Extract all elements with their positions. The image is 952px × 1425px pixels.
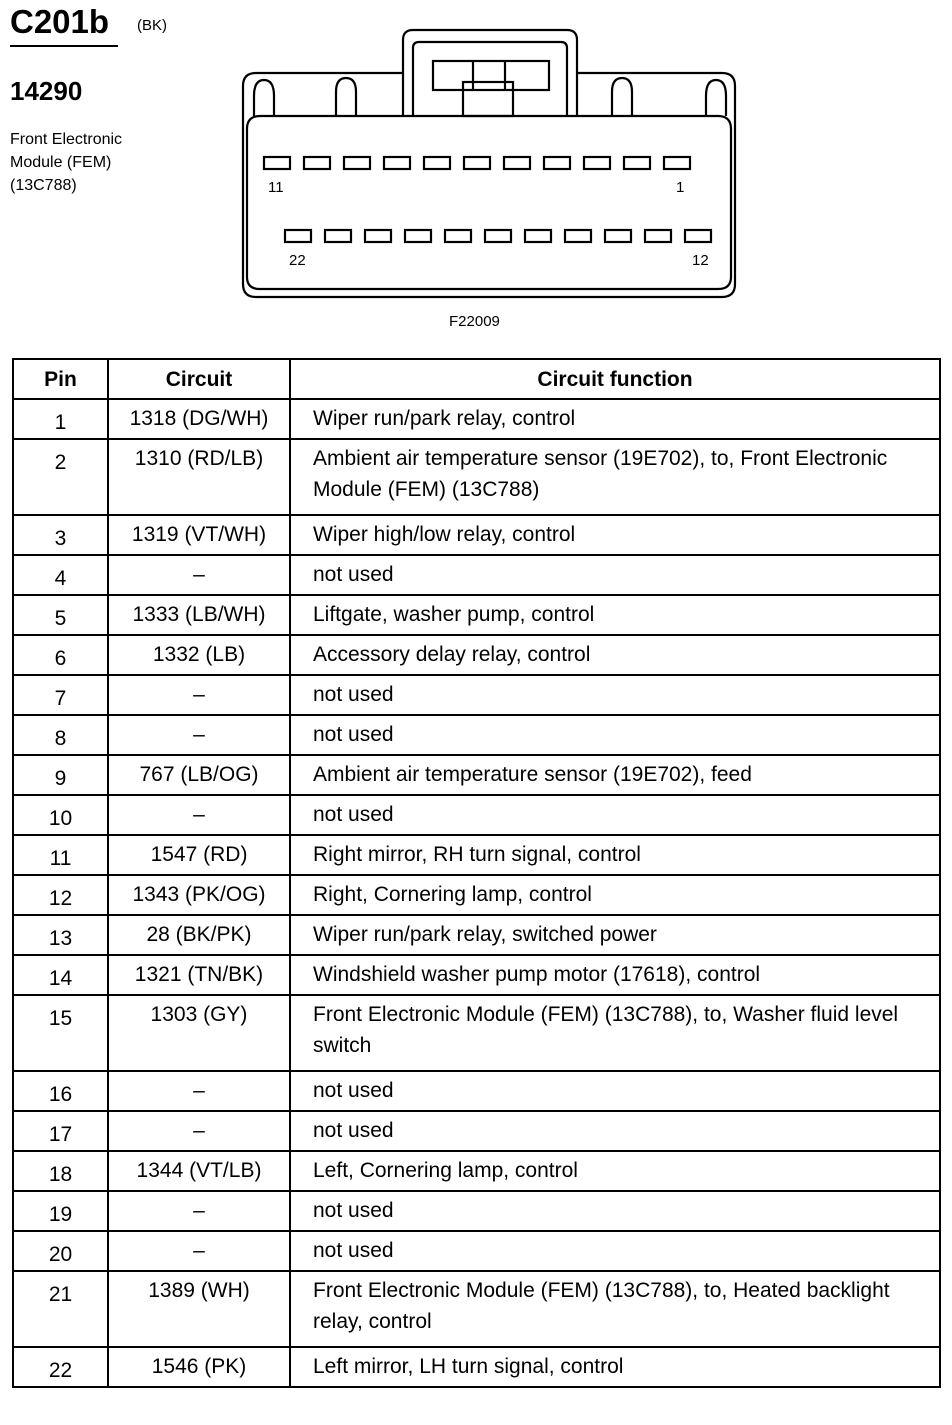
circuit-function-cell: not used (290, 675, 940, 715)
circuit-cell: – (108, 795, 290, 835)
circuit-cell: 1318 (DG/WH) (108, 399, 290, 439)
circuit-cell: 1319 (VT/WH) (108, 515, 290, 555)
circuit-cell: 1547 (RD) (108, 835, 290, 875)
connector-face (247, 116, 731, 289)
connector-face-diagram (0, 0, 952, 330)
pinout-table (12, 358, 941, 1388)
pin-cavity (685, 230, 711, 242)
pin-cell: 16 (13, 1071, 108, 1111)
header-circuit: Circuit (108, 359, 290, 399)
circuit-function-cell: Liftgate, washer pump, control (290, 595, 940, 635)
circuit-function-cell: Left, Cornering lamp, control (290, 1151, 940, 1191)
pin-cavity (344, 157, 370, 169)
pin-cavity (565, 230, 591, 242)
part-number: 14290 (10, 76, 83, 106)
pin-cell: 10 (13, 795, 108, 835)
circuit-function-cell: not used (290, 795, 940, 835)
circuit-function-cell: not used (290, 1231, 940, 1271)
pin-cavity (405, 230, 431, 242)
pin-row-top (264, 157, 690, 169)
header-circuit-function: Circuit function (290, 359, 940, 399)
table-row (13, 595, 940, 635)
table-row (13, 835, 940, 875)
pin-cell: 18 (13, 1151, 108, 1191)
pin-cell: 11 (13, 835, 108, 875)
circuit-cell: 1310 (RD/LB) (108, 439, 290, 515)
description-line: (13C788) (10, 177, 77, 194)
table-row (13, 675, 940, 715)
pin-cell: 14 (13, 955, 108, 995)
pin-cell: 6 (13, 635, 108, 675)
circuit-function-cell: Front Electronic Module (FEM) (13C788), to, Washer fluid level switch (290, 995, 940, 1071)
circuit-cell: 767 (LB/OG) (108, 755, 290, 795)
circuit-cell: 28 (BK/PK) (108, 915, 290, 955)
pin-cavity (264, 157, 290, 169)
circuit-function-cell: Accessory delay relay, control (290, 635, 940, 675)
circuit-function-cell: Left mirror, LH turn signal, control (290, 1347, 940, 1387)
circuit-function-cell: Wiper high/low relay, control (290, 515, 940, 555)
pin-cell: 12 (13, 875, 108, 915)
circuit-function-cell: Wiper run/park relay, switched power (290, 915, 940, 955)
circuit-cell: – (108, 1191, 290, 1231)
circuit-cell: – (108, 715, 290, 755)
pin-cavity (464, 157, 490, 169)
circuit-function-cell: Right, Cornering lamp, control (290, 875, 940, 915)
circuit-cell: 1389 (WH) (108, 1271, 290, 1347)
table-row (13, 995, 940, 1071)
table-row (13, 1151, 940, 1191)
table-row (13, 635, 940, 675)
pin-cell: 5 (13, 595, 108, 635)
pin-cell: 3 (13, 515, 108, 555)
pin-cavity (664, 157, 690, 169)
connector-id: C201b (10, 3, 110, 40)
pin-cell: 22 (13, 1347, 108, 1387)
pin-cell: 2 (13, 439, 108, 515)
circuit-function-cell: not used (290, 715, 940, 755)
connector-color: (BK) (137, 17, 167, 34)
circuit-function-cell: Right mirror, RH turn signal, control (290, 835, 940, 875)
table-row (13, 915, 940, 955)
table-row (13, 1071, 940, 1111)
pin-cell: 7 (13, 675, 108, 715)
circuit-cell: – (108, 1111, 290, 1151)
circuit-function-cell: Ambient air temperature sensor (19E702), feed (290, 755, 940, 795)
pin-cell: 8 (13, 715, 108, 755)
circuit-cell: 1546 (PK) (108, 1347, 290, 1387)
circuit-function-cell: not used (290, 1191, 940, 1231)
table-row (13, 1271, 940, 1347)
pin-cavity (325, 230, 351, 242)
table-header-row (13, 359, 940, 399)
circuit-function-cell: Wiper run/park relay, control (290, 399, 940, 439)
header-pin: Pin (13, 359, 108, 399)
pin-label-bottom-right: 12 (692, 252, 709, 269)
circuit-function-cell: Front Electronic Module (FEM) (13C788), to, Heated backlight relay, control (290, 1271, 940, 1347)
pin-cell: 17 (13, 1111, 108, 1151)
table-row (13, 515, 940, 555)
circuit-cell: 1332 (LB) (108, 635, 290, 675)
pin-cavity (645, 230, 671, 242)
circuit-cell: 1343 (PK/OG) (108, 875, 290, 915)
pin-cell: 4 (13, 555, 108, 595)
circuit-cell: 1321 (TN/BK) (108, 955, 290, 995)
circuit-cell: 1303 (GY) (108, 995, 290, 1071)
pin-cavity (384, 157, 410, 169)
circuit-function-cell: Windshield washer pump motor (17618), control (290, 955, 940, 995)
circuit-function-cell: not used (290, 555, 940, 595)
table-row (13, 439, 940, 515)
pin-cavity (544, 157, 570, 169)
pin-cavity (584, 157, 610, 169)
description-line: Front Electronic (10, 131, 123, 148)
circuit-cell: 1344 (VT/LB) (108, 1151, 290, 1191)
pin-label-top-left: 11 (268, 179, 284, 196)
pin-row-bottom (285, 230, 711, 242)
table-row (13, 399, 940, 439)
table-row (13, 955, 940, 995)
pin-label-bottom-left: 22 (289, 252, 306, 269)
table-row (13, 795, 940, 835)
table-row (13, 1347, 940, 1387)
table-row (13, 1191, 940, 1231)
pin-cavity (445, 230, 471, 242)
pin-cell: 21 (13, 1271, 108, 1347)
figure-code: F22009 (449, 313, 500, 330)
pin-cavity (285, 230, 311, 242)
table-row (13, 1111, 940, 1151)
table-row (13, 755, 940, 795)
pin-cell: 19 (13, 1191, 108, 1231)
circuit-cell: – (108, 1231, 290, 1271)
table-row (13, 555, 940, 595)
circuit-cell: – (108, 675, 290, 715)
pin-cavity (624, 157, 650, 169)
housing-outline (243, 73, 735, 297)
pin-cell: 20 (13, 1231, 108, 1271)
pin-cavity (605, 230, 631, 242)
description-line: Module (FEM) (10, 154, 112, 171)
circuit-cell: – (108, 555, 290, 595)
pin-cell: 9 (13, 755, 108, 795)
pin-cavity (365, 230, 391, 242)
pin-cavity (424, 157, 450, 169)
table-row (13, 1231, 940, 1271)
table-row (13, 875, 940, 915)
circuit-function-cell: not used (290, 1071, 940, 1111)
pin-cavity (525, 230, 551, 242)
pin-cavity (304, 157, 330, 169)
circuit-function-cell: Ambient air temperature sensor (19E702), to, Front Electronic Module (FEM) (13C788) (290, 439, 940, 515)
pin-cavity (504, 157, 530, 169)
circuit-function-cell: not used (290, 1111, 940, 1151)
pin-cell: 13 (13, 915, 108, 955)
circuit-cell: – (108, 1071, 290, 1111)
pin-cell: 15 (13, 995, 108, 1071)
pin-cell: 1 (13, 399, 108, 439)
pin-cavity (485, 230, 511, 242)
pin-label-top-right: 1 (676, 179, 685, 196)
table-row (13, 715, 940, 755)
circuit-cell: 1333 (LB/WH) (108, 595, 290, 635)
